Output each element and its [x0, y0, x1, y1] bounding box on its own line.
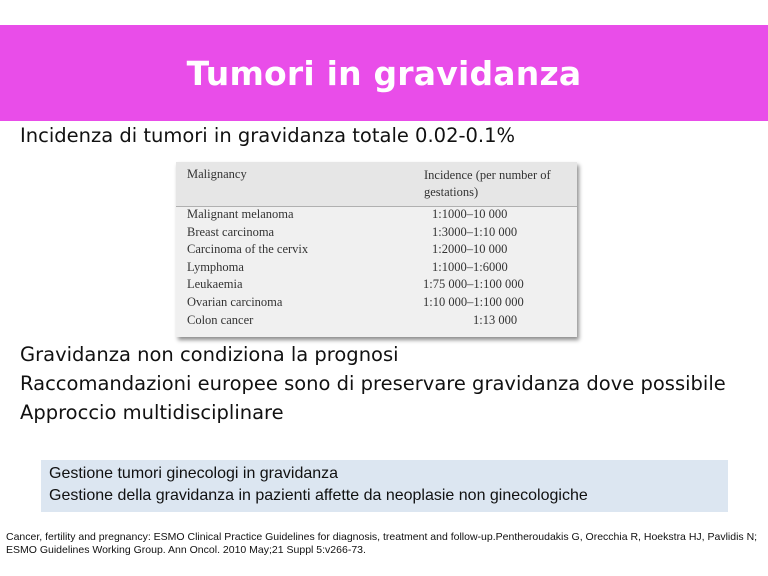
- table-row: [176, 295, 577, 312]
- incidence-text: Incidenza di tumori in gravidanza totale 0.02-0.1%: [20, 124, 516, 147]
- table-cell-malignancy: Ovarian carcinoma: [187, 295, 283, 309]
- note-line: Gestione tumori ginecologi in gravidanza: [49, 465, 339, 482]
- table-cell-malignancy: Colon cancer: [187, 313, 254, 327]
- incidence-table: [176, 162, 577, 337]
- table-cell-malignancy: Breast carcinoma: [187, 225, 275, 239]
- table-row: [176, 313, 577, 330]
- slide-title: Tumori in gravidanza: [186, 53, 582, 93]
- citation: Cancer, fertility and pregnancy: ESMO Clinical Practice Guidelines for diagnosis, treatment and follow-up.Pentheroudakis G, Orecchia R, Hoekstra HJ, Pavlidis N; ESMO Guidelines Working Group. Ann Oncol. 2010 May;21 Suppl 5:v266-73.: [6, 531, 758, 556]
- table-cell-malignancy: Leukaemia: [187, 277, 243, 291]
- table-cell-malignancy: Malignant melanoma: [187, 207, 294, 221]
- table-cell-incidence: 1:2000–10 000: [432, 242, 508, 256]
- bullet-text: Gravidanza non condiziona la prognosi: [20, 343, 399, 366]
- table-cell-malignancy: Carcinoma of the cervix: [187, 242, 309, 256]
- table-header-incidence: [424, 167, 574, 201]
- table-row: [176, 225, 577, 242]
- table-header: [176, 162, 577, 207]
- note-line: Gestione della gravidanza in pazienti affette da neoplasie non ginecologiche: [49, 487, 588, 504]
- bullet-text: Approccio multidisciplinare: [20, 401, 284, 424]
- table-header-incidence-line2: gestations): [424, 185, 479, 199]
- table-row: [176, 277, 577, 294]
- table-row: [176, 207, 577, 224]
- table-cell-incidence: 1:75 000–1:100 000: [423, 277, 524, 291]
- table-row: [176, 260, 577, 277]
- table-cell-incidence: 1:1000–10 000: [432, 207, 508, 221]
- note-box: [41, 460, 728, 512]
- table-cell-incidence: 1:3000–1:10 000: [432, 225, 518, 239]
- table-header-malignancy: Malignancy: [187, 167, 247, 181]
- title-band: [0, 25, 768, 121]
- table-cell-incidence: 1:13 000: [473, 313, 518, 327]
- table-cell-incidence: 1:10 000–1:100 000: [423, 295, 524, 309]
- bullet-text: Raccomandazioni europee sono di preservare gravidanza dove possibile: [20, 372, 726, 395]
- table-cell-incidence: 1:1000–1:6000: [432, 260, 508, 274]
- table-cell-malignancy: Lymphoma: [187, 260, 244, 274]
- table-header-incidence-line1: Incidence (per number of: [424, 168, 551, 182]
- table-row: [176, 242, 577, 259]
